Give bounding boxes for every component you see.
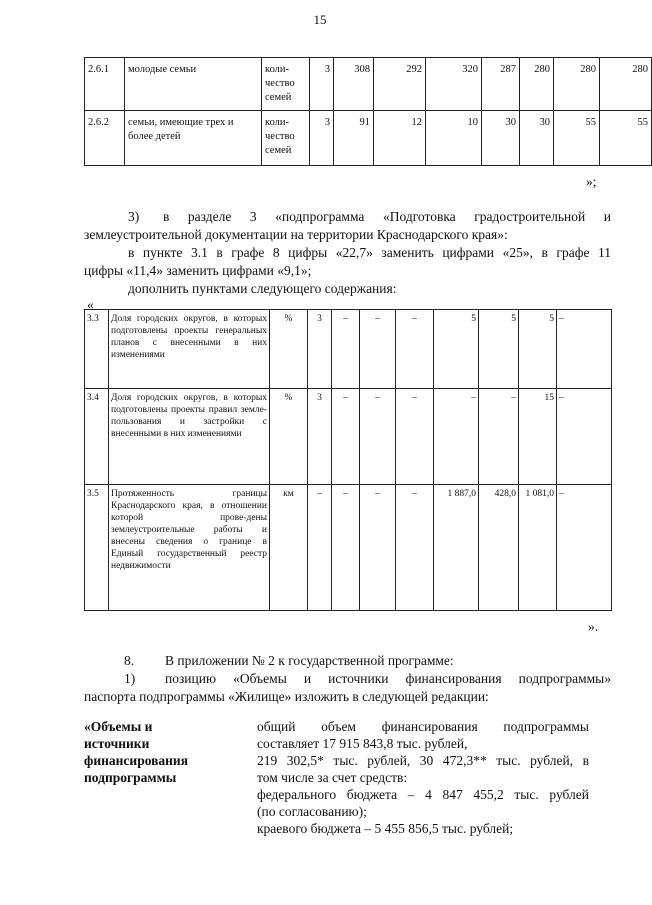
row-value: – — [332, 389, 360, 485]
row-ref: – — [308, 485, 332, 611]
row-value: 287 — [482, 58, 520, 111]
row-value: 30 — [482, 111, 520, 166]
row-ref: 3 — [308, 389, 332, 485]
row-value: – — [557, 485, 612, 611]
row-value: – — [332, 310, 360, 389]
row-value: – — [396, 485, 434, 611]
row-value: 1 081,0 — [519, 485, 557, 611]
row-value: 55 — [554, 111, 600, 166]
row-value: – — [557, 310, 612, 389]
row-value: – — [360, 310, 396, 389]
row-value: – — [479, 389, 519, 485]
row-unit: км — [270, 485, 308, 611]
urban-planning-indicators-table — [84, 309, 612, 611]
financing-label: «Объемы и источники финансирования подпрограммы — [84, 719, 189, 785]
row-value: 10 — [426, 111, 482, 166]
paragraph: В приложении № 2 к государственной программе: — [165, 653, 454, 668]
row-value: 5 — [479, 310, 519, 389]
row-value: 12 — [374, 111, 426, 166]
row-value: 5 — [434, 310, 479, 389]
row-unit: % — [270, 389, 308, 485]
row-ref: 3 — [308, 310, 332, 389]
row-value: – — [360, 389, 396, 485]
opening-quote: « — [87, 297, 94, 312]
row-code: 2.6.1 — [85, 58, 125, 111]
row-value: – — [332, 485, 360, 611]
table-row — [85, 58, 652, 111]
row-name: молодые семьи — [125, 58, 262, 111]
row-name: Протяженность границы Краснодарского края, в отношении которой прове-дены землеустроительные работы и внесены сведения о границе в Единый государственный реестр недвижимости — [109, 485, 270, 611]
row-value: – — [360, 485, 396, 611]
row-ref: 3 — [310, 111, 334, 166]
page-number: 15 — [313, 12, 327, 27]
financing-line: общий объем финансирования подпрограммы — [257, 719, 589, 734]
paragraph: дополнить пунктами следующего содержания: — [128, 281, 397, 296]
closing-quote: »; — [586, 174, 597, 189]
item-number: 1) — [124, 671, 136, 686]
paragraph: в пункте 3.1 в графе 8 цифры «22,7» заменить цифрами «25», в графе 11 — [128, 245, 611, 260]
row-value: 15 — [519, 389, 557, 485]
row-code: 2.6.2 — [85, 111, 125, 166]
row-name: Доля городских округов, в которых подготовлены проекты генеральных планов с внесенными в них изменениями — [109, 310, 270, 389]
table-row — [85, 310, 612, 389]
row-code: 3.5 — [85, 485, 109, 611]
paragraph: в разделе 3 «подпрограмма «Подготовка градостроительной и — [163, 209, 611, 224]
table-row — [85, 389, 612, 485]
row-code: 3.3 — [85, 310, 109, 389]
row-code: 3.4 — [85, 389, 109, 485]
row-unit: коли- чество семей — [262, 58, 310, 111]
financing-line: составляет 17 915 843,8 тыс. рублей, — [257, 736, 468, 751]
row-value: 320 — [426, 58, 482, 111]
row-unit: % — [270, 310, 308, 389]
financing-line: том числе за счет средств: — [257, 770, 408, 785]
table-row — [85, 111, 652, 166]
financing-line: федерального бюджета – 4 847 455,2 тыс. рублей — [257, 787, 589, 802]
row-value: 30 — [520, 111, 554, 166]
item-number: 3) — [128, 209, 140, 224]
housing-indicators-table — [84, 57, 652, 166]
paragraph: землеустроительной документации на территории Краснодарского края»: — [84, 227, 508, 242]
row-value: 55 — [600, 111, 652, 166]
row-value: 280 — [554, 58, 600, 111]
row-value: 280 — [520, 58, 554, 111]
row-value: – — [557, 389, 612, 485]
row-ref: 3 — [310, 58, 334, 111]
row-value: 5 — [519, 310, 557, 389]
row-value: 292 — [374, 58, 426, 111]
closing-quote: ». — [588, 619, 599, 634]
table-row — [85, 485, 612, 611]
financing-line: краевого бюджета – 5 455 856,5 тыс. рублей; — [257, 821, 514, 836]
financing-details — [257, 718, 589, 837]
row-value: 280 — [600, 58, 652, 111]
paragraph: паспорта подпрограммы «Жилище» изложить в следующей редакции: — [84, 689, 489, 704]
paragraph: позицию «Объемы и источники финансирования подпрограммы» — [165, 671, 611, 686]
item-number: 8. — [124, 653, 135, 668]
paragraph: цифры «11,4» заменить цифрами «9,1»; — [84, 263, 312, 278]
row-unit: коли- чество семей — [262, 111, 310, 166]
row-value: 91 — [334, 111, 374, 166]
financing-line: 219 302,5* тыс. рублей, 30 472,3** тыс. рублей, в — [257, 753, 589, 768]
row-value: – — [434, 389, 479, 485]
row-value: 428,0 — [479, 485, 519, 611]
row-value: – — [396, 389, 434, 485]
row-name: семьи, имеющие трех и более детей — [125, 111, 262, 166]
row-value: – — [396, 310, 434, 389]
row-value: 1 887,0 — [434, 485, 479, 611]
financing-line: (по согласованию); — [257, 804, 367, 819]
row-name: Доля городских округов, в которых подготовлены проекты правил земле-пользования и застройки с внесенными в них изменениями — [109, 389, 270, 485]
row-value: 308 — [334, 58, 374, 111]
